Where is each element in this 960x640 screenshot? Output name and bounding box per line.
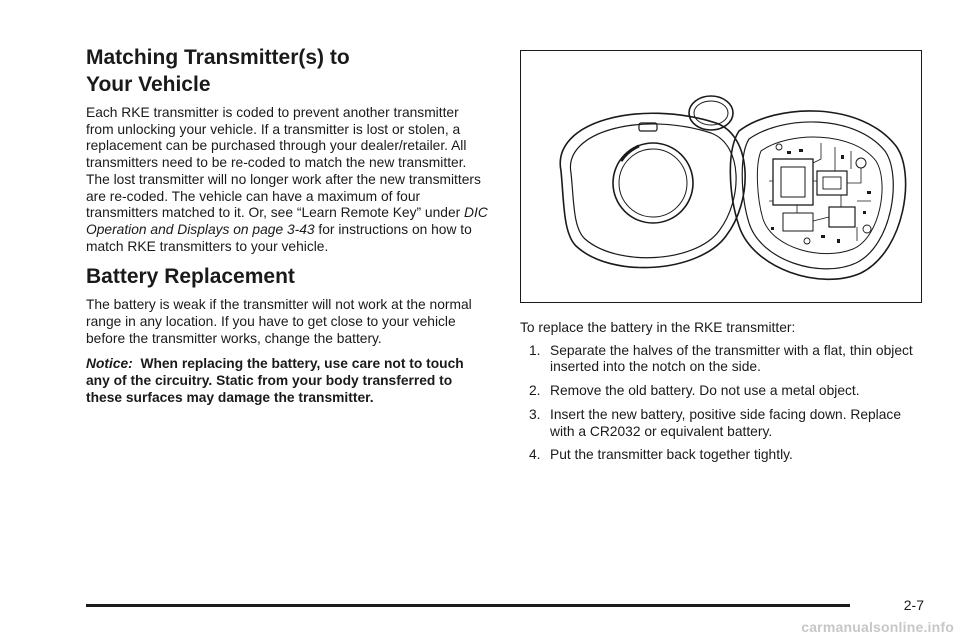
replacement-intro: To replace the battery in the RKE transmitter: bbox=[520, 320, 796, 335]
matching-text-end: for instructions on how to match RKE transmitters to your vehicle. bbox=[86, 221, 472, 254]
battery-contact bbox=[773, 159, 813, 205]
notice-block bbox=[86, 356, 490, 406]
step-text: Insert the new battery, positive side facing down. Replace with a CR2032 or equivalent battery. bbox=[550, 406, 901, 439]
open-transmitter-drawing bbox=[521, 51, 923, 304]
title-line-1: Matching Transmitter(s) to bbox=[86, 46, 350, 69]
matching-paragraph bbox=[86, 105, 490, 255]
section-title-battery-replacement: Battery Replacement bbox=[86, 265, 295, 289]
step-number: 2. bbox=[529, 383, 541, 399]
left-column bbox=[86, 44, 490, 407]
title-line-2: Your Vehicle bbox=[86, 73, 211, 96]
step-text: Remove the old battery. Do not use a metal object. bbox=[550, 383, 860, 399]
step-item bbox=[520, 343, 924, 376]
footer-rule bbox=[86, 604, 850, 607]
replacement-steps bbox=[520, 343, 924, 464]
matching-text: Each RKE transmitter is coded to prevent another transmitter from unlocking your vehicle. If a transmitter is lost or stolen, a replacement can be purchased through your dealer/retailer. All transmitters need to be re-coded to match the new transmitter. The lost transmitter will no longer work after the new transmitters are re-coded. The vehicle can have a maximum of four transmitters matched to it. Or, see “Learn Remote Key” under bbox=[86, 105, 481, 221]
right-column bbox=[520, 50, 924, 471]
step-number: 1. bbox=[529, 342, 541, 358]
step-text: Separate the halves of the transmitter with a flat, thin object inserted into the notch on the side. bbox=[550, 342, 913, 375]
battery-paragraph: The battery is weak if the transmitter will not work at the normal range in any location. If you have to get close to your vehicle before the transmitter works, change the battery. bbox=[86, 297, 472, 346]
transmitter-illustration bbox=[520, 50, 922, 303]
step-item bbox=[520, 447, 924, 464]
step-number: 4. bbox=[529, 447, 541, 463]
page-number: 2-7 bbox=[903, 597, 924, 613]
step-number: 3. bbox=[529, 406, 541, 422]
section-title-matching-transmitters bbox=[86, 44, 490, 98]
watermark: carmanualsonline.info bbox=[801, 619, 954, 635]
step-item bbox=[520, 407, 924, 440]
notice-text: When replacing the battery, use care not to touch any of the circuitry. Static from your body transferred to these surfaces may damage the transmitter. bbox=[86, 356, 464, 405]
cross-reference: DIC Operation and Displays on page 3-43 bbox=[86, 205, 488, 237]
step-item bbox=[520, 383, 924, 400]
notice-label: Notice: bbox=[86, 356, 133, 372]
step-text: Put the transmitter back together tightly. bbox=[550, 447, 793, 463]
